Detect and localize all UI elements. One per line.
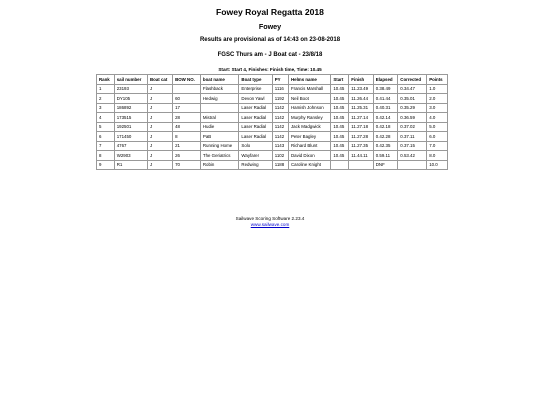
table-cell: 6: [97, 132, 115, 142]
column-header: PY: [272, 75, 288, 85]
table-cell: 11.27.35: [349, 141, 373, 151]
table-cell: W2903: [114, 151, 147, 161]
table-cell: 0.37.11: [398, 132, 427, 142]
software-credit: Sailwave Scoring Software 2.23.4: [235, 216, 305, 221]
table-cell: 0.42.28: [373, 132, 398, 142]
table-row: [97, 122, 448, 132]
table-cell: 1188: [272, 160, 288, 170]
table-cell: [349, 160, 373, 170]
table-row: [97, 151, 448, 161]
table-cell: DY105: [114, 94, 147, 104]
table-cell: 186892: [114, 103, 147, 113]
table-cell: 1: [97, 84, 115, 94]
table-cell: 7.0: [427, 141, 448, 151]
table-cell: J: [148, 84, 173, 94]
table-cell: 8.0: [427, 151, 448, 161]
column-header: Boat cat: [148, 75, 173, 85]
table-cell: 21: [173, 141, 201, 151]
table-cell: Francis Marshall: [288, 84, 330, 94]
start-info: Start: Start 4, Finishes: Finish time, Time: 10.45: [218, 67, 322, 72]
table-cell: 1116: [272, 84, 288, 94]
table-cell: Flashback: [200, 84, 239, 94]
table-cell: [200, 103, 239, 113]
table-cell: 2: [97, 94, 115, 104]
table-row: [97, 132, 448, 142]
table-cell: 10.45: [331, 151, 349, 161]
table-cell: 0.38.49: [373, 84, 398, 94]
column-header: Boat type: [239, 75, 272, 85]
table-cell: 1142: [272, 122, 288, 132]
column-header: Helms name: [288, 75, 330, 85]
table-cell: J: [148, 122, 173, 132]
table-cell: Running Home: [200, 141, 239, 151]
table-cell: Devon Yawl: [239, 94, 272, 104]
table-cell: 0.42.18: [373, 122, 398, 132]
table-cell: 0.35.01: [398, 94, 427, 104]
table-cell: J: [148, 94, 173, 104]
race-title: FGSC Thurs am - J Boat cat - 23/8/18: [217, 52, 323, 58]
table-row: [97, 94, 448, 104]
table-cell: 60: [173, 94, 201, 104]
table-cell: Neil Boot: [288, 94, 330, 104]
table-cell: 0.36.59: [398, 113, 427, 123]
table-cell: 11.27.14: [349, 113, 373, 123]
table-cell: 1192: [272, 94, 288, 104]
table-cell: 0.37.15: [398, 141, 427, 151]
table-cell: 0.37.02: [398, 122, 427, 132]
table-cell: 26: [173, 151, 201, 161]
table-cell: 11.26.44: [349, 94, 373, 104]
table-cell: [173, 84, 201, 94]
table-cell: 4.0: [427, 113, 448, 123]
table-row: [97, 103, 448, 113]
table-cell: 0.53.42: [398, 151, 427, 161]
table-cell: 5: [97, 122, 115, 132]
page-title: Fowey Royal Regatta 2018: [216, 7, 324, 17]
table-cell: Hudie: [200, 122, 239, 132]
table-cell: The Geriatrics: [200, 151, 239, 161]
table-header-row: [97, 75, 448, 85]
table-cell: Laser Radial: [239, 103, 272, 113]
column-header: Rank: [97, 75, 115, 85]
table-cell: 7: [97, 141, 115, 151]
table-cell: J: [148, 141, 173, 151]
column-header: Finish: [349, 75, 373, 85]
results-body: [97, 84, 448, 170]
table-cell: 5.0: [427, 122, 448, 132]
table-cell: 1142: [272, 113, 288, 123]
table-cell: Laser Radial: [239, 113, 272, 123]
table-row: [97, 160, 448, 170]
table-cell: 0.34.47: [398, 84, 427, 94]
table-cell: 11.27.28: [349, 132, 373, 142]
table-row: [97, 141, 448, 151]
table-cell: J: [148, 160, 173, 170]
table-cell: Laser Radial: [239, 122, 272, 132]
table-cell: Laser Radial: [239, 132, 272, 142]
table-cell: 10.45: [331, 132, 349, 142]
column-header: boat name: [200, 75, 239, 85]
table-cell: 1.0: [427, 84, 448, 94]
table-cell: 11.27.18: [349, 122, 373, 132]
table-cell: 10.45: [331, 103, 349, 113]
table-cell: 192501: [114, 122, 147, 132]
table-cell: 70: [173, 160, 201, 170]
table-cell: Richard Blunt: [288, 141, 330, 151]
table-cell: J: [148, 103, 173, 113]
table-cell: 0.41.44: [373, 94, 398, 104]
table-cell: Solo: [239, 141, 272, 151]
table-cell: Hedwig: [200, 94, 239, 104]
table-cell: 0.42.14: [373, 113, 398, 123]
table-cell: 9: [97, 160, 115, 170]
table-cell: Hamish Johnson: [288, 103, 330, 113]
table-row: [97, 84, 448, 94]
column-header: Start: [331, 75, 349, 85]
table-cell: 10.0: [427, 160, 448, 170]
column-header: Elapsed: [373, 75, 398, 85]
table-cell: 2.0: [427, 94, 448, 104]
table-cell: 11.25.31: [349, 103, 373, 113]
table-cell: Caroline Knight: [288, 160, 330, 170]
table-cell: 10.45: [331, 122, 349, 132]
table-row: [97, 113, 448, 123]
table-cell: 8: [173, 132, 201, 142]
table-cell: R1: [114, 160, 147, 170]
table-cell: 10.45: [331, 141, 349, 151]
column-header: Points: [427, 75, 448, 85]
table-cell: 6.0: [427, 132, 448, 142]
table-cell: 17: [173, 103, 201, 113]
table-cell: 0.35.29: [398, 103, 427, 113]
table-cell: 1143: [272, 141, 288, 151]
table-cell: Enterprise: [239, 84, 272, 94]
table-cell: 10.45: [331, 113, 349, 123]
table-cell: Mistral: [200, 113, 239, 123]
table-cell: [398, 160, 427, 170]
table-cell: PaB: [200, 132, 239, 142]
table-cell: 0.40.31: [373, 103, 398, 113]
table-cell: 173515: [114, 113, 147, 123]
table-cell: 11.44.11: [349, 151, 373, 161]
table-cell: 8: [97, 151, 115, 161]
table-cell: Robin: [200, 160, 239, 170]
table-cell: 3: [97, 103, 115, 113]
table-cell: David Dixon: [288, 151, 330, 161]
table-cell: Jack Madgwick: [288, 122, 330, 132]
table-cell: 3.0: [427, 103, 448, 113]
table-cell: 1142: [272, 103, 288, 113]
results-table: [96, 74, 448, 170]
table-cell: 11.23.49: [349, 84, 373, 94]
table-cell: 4: [97, 113, 115, 123]
column-header: sail number: [114, 75, 147, 85]
sailwave-link[interactable]: www.sailwave.com: [250, 222, 290, 227]
table-cell: 0.59.11: [373, 151, 398, 161]
footer: [0, 216, 540, 227]
table-cell: 4767: [114, 141, 147, 151]
table-cell: 1102: [272, 151, 288, 161]
venue-subtitle: Fowey: [258, 22, 282, 31]
table-cell: Wayfarer: [239, 151, 272, 161]
table-cell: 23193: [114, 84, 147, 94]
provisional-note: Results are provisional as of 14:43 on 23-08-2018: [199, 37, 341, 43]
table-cell: Peter Bagley: [288, 132, 330, 142]
table-cell: J: [148, 151, 173, 161]
table-cell: 171450: [114, 132, 147, 142]
table-cell: 28: [173, 113, 201, 123]
table-cell: 0.42.35: [373, 141, 398, 151]
table-cell: 10.45: [331, 94, 349, 104]
table-cell: J: [148, 113, 173, 123]
column-header: Corrected: [398, 75, 427, 85]
table-cell: Redwing: [239, 160, 272, 170]
table-cell: [331, 160, 349, 170]
table-cell: J: [148, 132, 173, 142]
table-cell: Murphy Ransley: [288, 113, 330, 123]
table-cell: 48: [173, 122, 201, 132]
table-cell: 10.45: [331, 84, 349, 94]
table-cell: DNF: [373, 160, 398, 170]
table-cell: 1142: [272, 132, 288, 142]
column-header: BOW NO.: [173, 75, 201, 85]
